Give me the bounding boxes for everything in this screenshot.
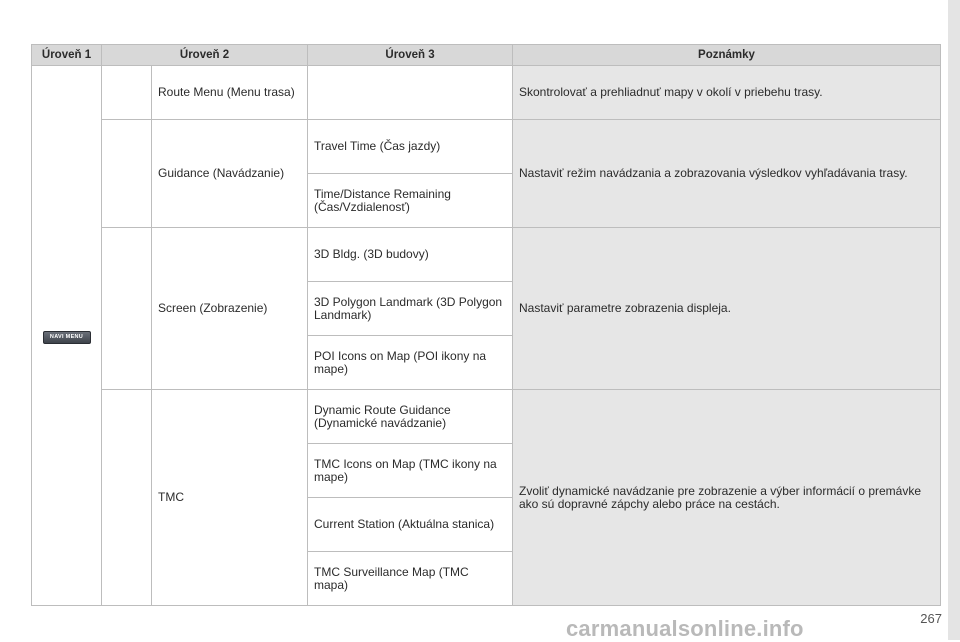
blank-cell (102, 390, 152, 606)
blank-cell (102, 120, 152, 228)
level2-route-menu: Route Menu (Menu trasa) (152, 66, 308, 120)
blank-cell (102, 228, 152, 390)
level3-time-distance: Time/Distance Remaining (Čas/Vzdialenosť) (308, 174, 513, 228)
level2-tmc: TMC (152, 390, 308, 606)
note-tmc: Zvoliť dynamické navádzanie pre zobrazenie a výber informácií o premávke ako sú dopravné zápchy alebo práce na cestách. (513, 390, 941, 606)
blank-cell (102, 66, 152, 120)
level1-cell (32, 66, 102, 606)
level2-guidance: Guidance (Navádzanie) (152, 120, 308, 228)
level2-screen: Screen (Zobrazenie) (152, 228, 308, 390)
table-row (32, 66, 941, 120)
table-row (32, 120, 941, 174)
note-route-menu: Skontrolovať a prehliadnuť mapy v okolí v priebehu trasy. (513, 66, 941, 120)
header-level1: Úroveň 1 (32, 45, 102, 66)
level3-dynamic-route: Dynamic Route Guidance (Dynamické navádzanie) (308, 390, 513, 444)
note-screen: Nastaviť parametre zobrazenia displeja. (513, 228, 941, 390)
header-notes: Poznámky (513, 45, 941, 66)
table-row (32, 390, 941, 444)
level3-tmc-icons: TMC Icons on Map (TMC ikony na mape) (308, 444, 513, 498)
level3-3d-bldg: 3D Bldg. (3D budovy) (308, 228, 513, 282)
note-guidance: Nastaviť režim navádzania a zobrazovania výsledkov vyhľadávania trasy. (513, 120, 941, 228)
level3-current-station: Current Station (Aktuálna stanica) (308, 498, 513, 552)
level3-3d-polygon: 3D Polygon Landmark (3D Polygon Landmark) (308, 282, 513, 336)
page-number: 267 (920, 611, 942, 626)
header-row (32, 45, 941, 66)
navi-menu-button-icon: NAVI MENU (43, 331, 91, 344)
watermark: carmanualsonline.info (566, 616, 804, 641)
level3-travel-time: Travel Time (Čas jazdy) (308, 120, 513, 174)
header-level3: Úroveň 3 (308, 45, 513, 66)
level3-tmc-surveillance: TMC Surveillance Map (TMC mapa) (308, 552, 513, 606)
table-row (32, 228, 941, 282)
level3-empty (308, 66, 513, 120)
level3-poi-icons: POI Icons on Map (POI ikony na mape) (308, 336, 513, 390)
header-level2: Úroveň 2 (102, 45, 308, 66)
page-edge-strip (948, 0, 960, 640)
navi-menu-table (31, 44, 941, 606)
